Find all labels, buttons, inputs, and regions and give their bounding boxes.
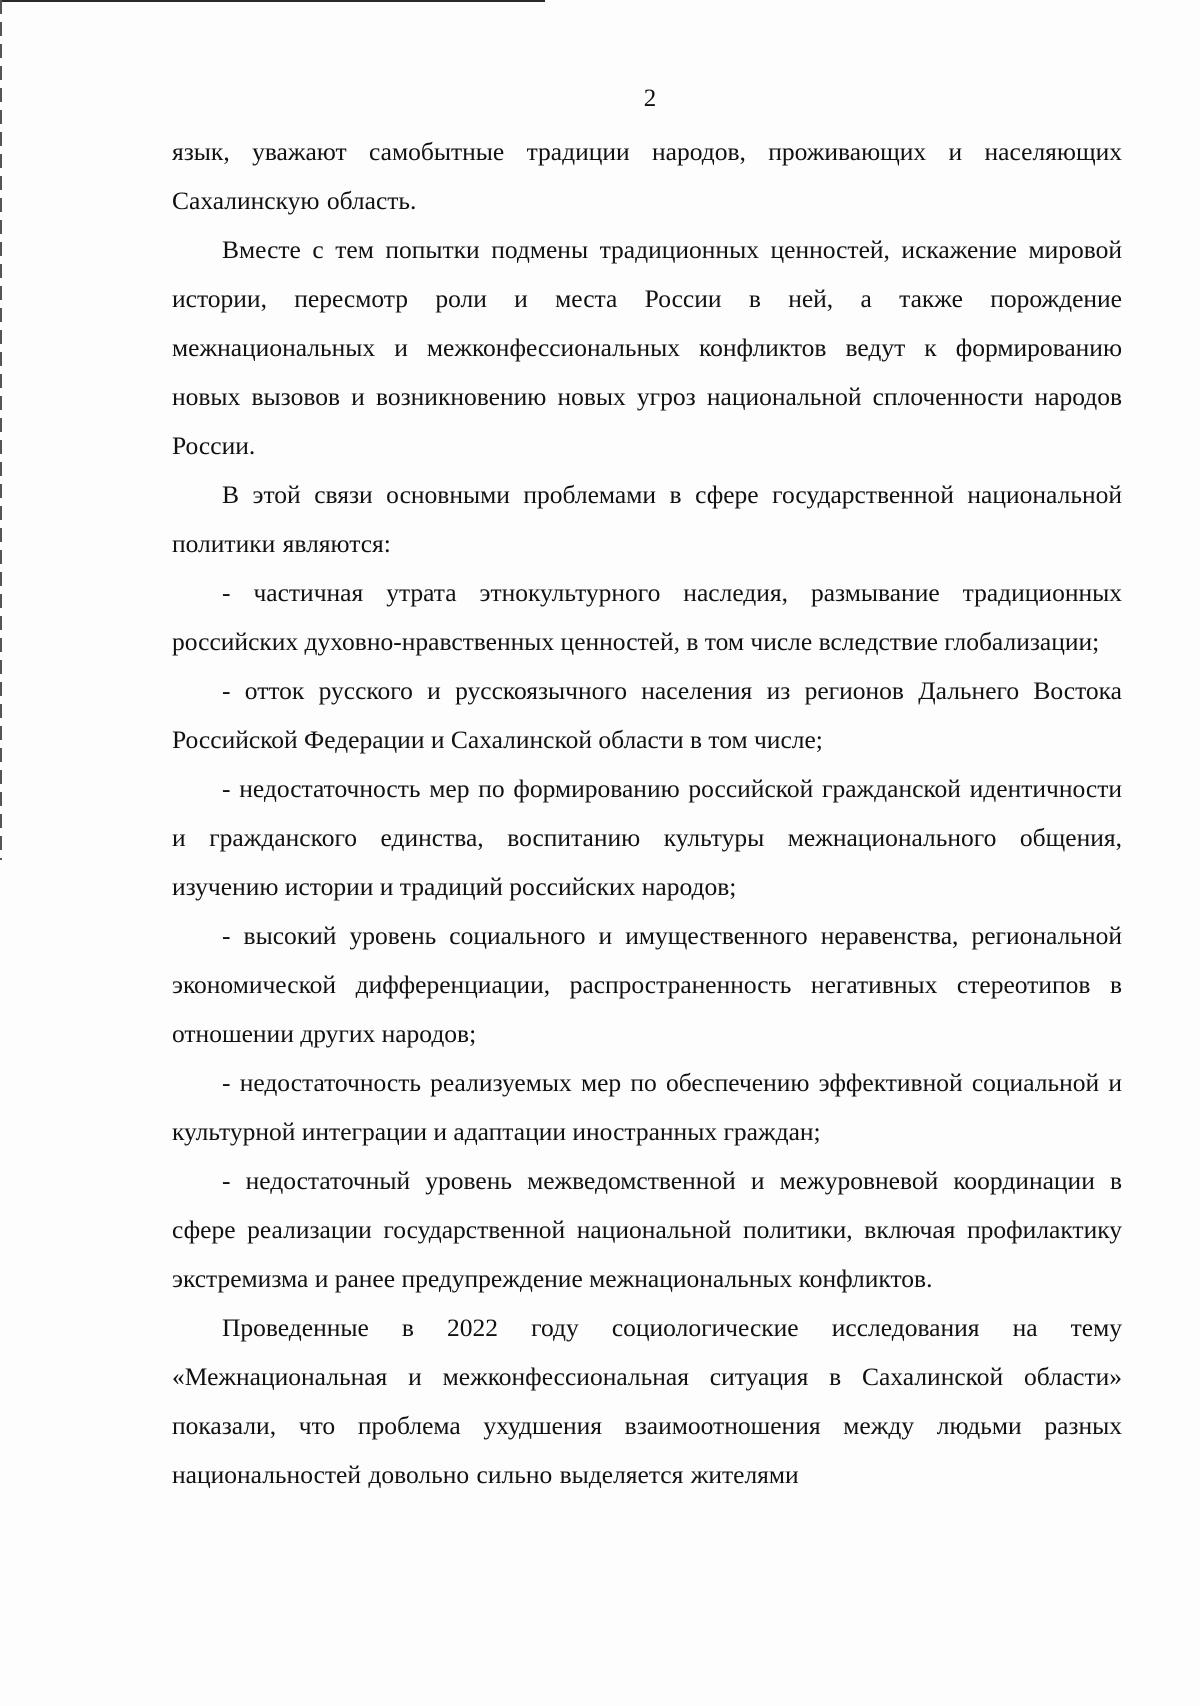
problem-item: - недостаточность мер по формированию российской гражданской идентичности и гражданского единства, воспитанию культуры межнационального общения, изучению истории и традиций российских народов;: [172, 774, 1122, 901]
paragraph-problems-intro: В этой связи основными проблемами в сфере государственной национальной политики являются:: [172, 480, 1122, 558]
problem-item: - недостаточность реализуемых мер по обеспечению эффективной социальной и культурной интеграции и адаптации иностранных граждан;: [172, 1068, 1122, 1146]
scan-left-edge: [0, 0, 2, 860]
problem-item: - недостаточный уровень межведомственной и межуровневой координации в сфере реализации государственной национальной политики, включая профилактику экстремизма и ранее предупреждение межнациональных конфликтов.: [172, 1166, 1122, 1293]
paragraph-challenges: Вместе с тем попытки подмены традиционных ценностей, искажение мировой истории, пересмотр роли и места России в ней, а также порождение межнациональных и межконфессиональных конфликтов ведут к формированию новых вызовов и возникновению новых угроз национальной сплоченности народов России.: [172, 235, 1122, 460]
paragraph-continuation: язык, уважают самобытные традиции народов, проживающих и населяющих Сахалинскую область.: [172, 137, 1122, 215]
problem-item: - отток русского и русскоязычного населения из регионов Дальнего Востока Российской Федерации и Сахалинской области в том числе;: [172, 676, 1122, 754]
problem-item: - высокий уровень социального и имущественного неравенства, региональной экономической дифференциации, распространенность негативных стереотипов в отношении других народов;: [172, 921, 1122, 1048]
scan-top-edge: [0, 0, 545, 2]
problem-item: - частичная утрата этнокультурного наследия, размывание традиционных российских духовно-нравственных ценностей, в том числе вследствие глобализации;: [172, 578, 1122, 656]
page-number: 2: [643, 85, 657, 112]
document-body: [172, 127, 1122, 1499]
paragraph-survey: Проведенные в 2022 году социологические исследования на тему «Межнациональная и межконфессиональная ситуация в Сахалинской области» показали, что проблема ухудшения взаимоотношения между людьми разных национальностей довольно сильно выделяется жителями: [172, 1313, 1122, 1489]
